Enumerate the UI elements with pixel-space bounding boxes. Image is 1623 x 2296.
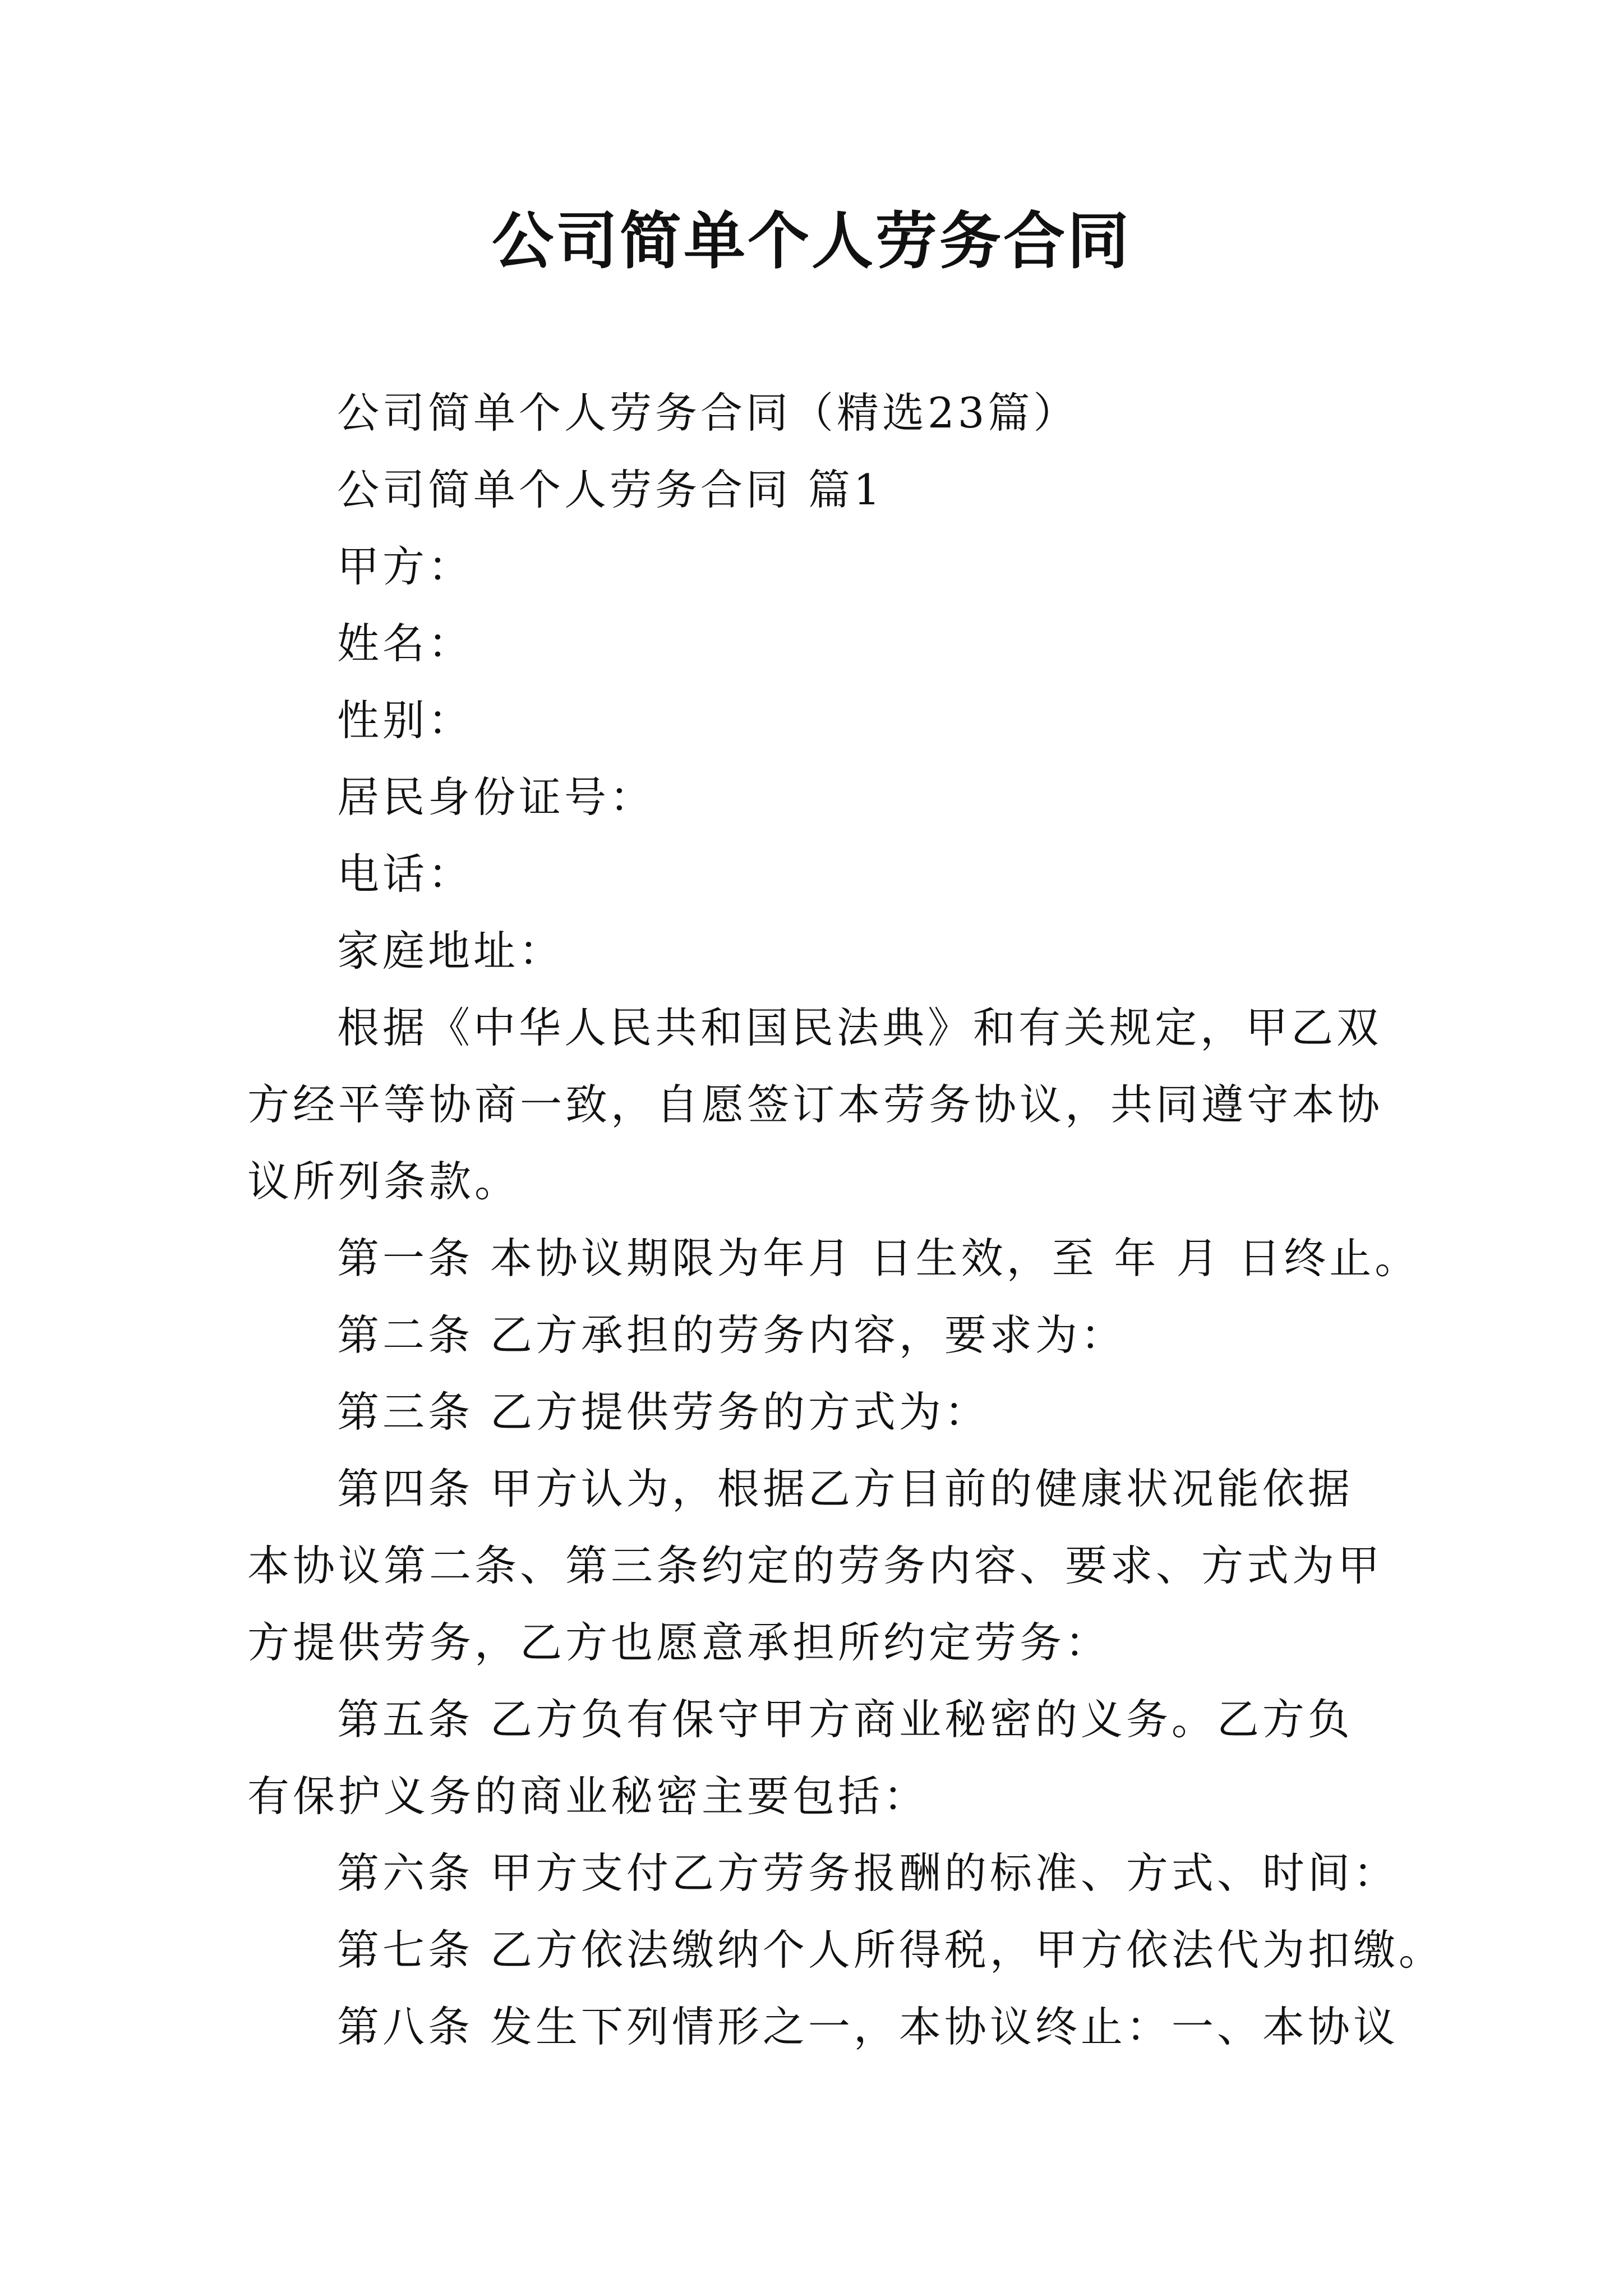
article-2: 第二条 乙方承担的劳务内容，要求为： <box>337 1310 1126 1360</box>
document-body <box>247 375 1444 2065</box>
phone-field: 电话： <box>337 849 474 899</box>
article-4: 第四条 甲方认为，根据乙方目前的健康状况能依据本协议第二条、第三条约定的劳务内容、要求、方式为甲方提供劳务，乙方也愿意承担所约定劳务： <box>247 1464 1384 1667</box>
article-1: 第一条 本协议期限为年月 日生效，至 年 月 日终止。 <box>337 1234 1421 1283</box>
article-5: 第五条 乙方负有保守甲方商业秘密的义务。乙方负有保护义务的商业秘密主要包括： <box>247 1695 1353 1821</box>
document-title: 公司简单个人劳务合同 <box>492 205 1131 277</box>
preamble-paragraph: 根据《中华人民共和国民法典》和有关规定，甲乙双方经平等协商一致，自愿签订本劳务协议，共同遵守本协议所列条款。 <box>247 1003 1384 1206</box>
subtitle-paragraph: 公司简单个人劳务合同（精选23篇） <box>337 388 1079 438</box>
home-address-field: 家庭地址： <box>337 926 565 976</box>
name-field: 姓名： <box>337 619 474 668</box>
party-a-field: 甲方： <box>337 542 474 591</box>
id-number-field: 居民身份证号： <box>337 772 656 822</box>
article-8: 第八条 发生下列情形之一，本协议终止：一、本协议 <box>337 2002 1399 2051</box>
article-6: 第六条 甲方支付乙方劳务报酬的标准、方式、时间： <box>337 1848 1399 1898</box>
section-heading: 公司简单个人劳务合同 篇1 <box>337 465 884 514</box>
gender-field: 性别： <box>337 696 474 745</box>
article-7: 第七条 乙方依法缴纳个人所得税，甲方依法代为扣缴。 <box>337 1925 1444 1975</box>
article-3: 第三条 乙方提供劳务的方式为： <box>337 1387 990 1437</box>
